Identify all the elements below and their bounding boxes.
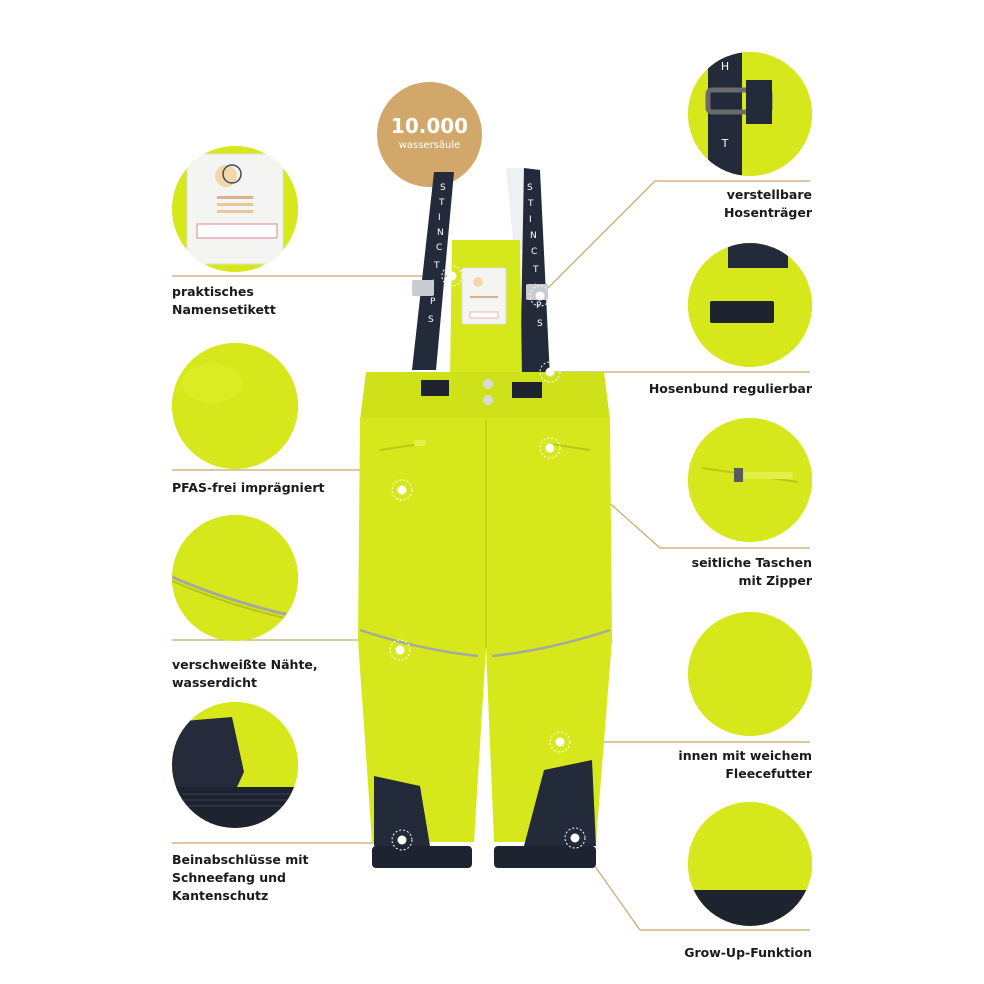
svg-text:H: H [720, 60, 730, 73]
svg-text:N: N [530, 231, 537, 241]
svg-text:T: T [439, 198, 445, 208]
label-growup: Grow-Up-Funktion [684, 945, 812, 960]
label-waistband: Hosenbund regulierbar [648, 381, 812, 396]
label-pfas: PFAS-frei imprägniert [172, 480, 325, 495]
svg-text:I: I [529, 215, 532, 225]
svg-text:N: N [437, 228, 444, 238]
svg-text:C: C [436, 243, 443, 253]
label-fleece: innen mit weichem Fleecefutter [678, 748, 812, 781]
svg-text:S: S [537, 319, 543, 329]
svg-text:C: C [531, 247, 538, 257]
svg-text:T: T [528, 199, 534, 209]
svg-text:S: S [527, 183, 533, 193]
label-straps: verstellbare Hosenträger [723, 187, 812, 220]
svg-text:T: T [533, 265, 539, 275]
label-pockets: seitliche Taschen mit Zipper [691, 555, 812, 588]
badge-caption: wassersäule [398, 140, 461, 151]
svg-text:I: I [438, 213, 441, 223]
label-cuffs: Beinabschlüsse mit Schneefang und Kantenschutz [172, 852, 309, 903]
svg-text:P: P [536, 301, 542, 311]
label-seams: verschweißte Nähte, wasserdicht [172, 657, 318, 690]
svg-text:S: S [428, 315, 434, 325]
svg-text:T: T [721, 137, 729, 150]
badge-value: 10.000 [390, 114, 469, 138]
svg-text:P: P [430, 297, 436, 307]
svg-text:S: S [440, 183, 446, 193]
label-name-label: praktisches Namensetikett [172, 284, 276, 317]
svg-text:T: T [434, 261, 440, 271]
